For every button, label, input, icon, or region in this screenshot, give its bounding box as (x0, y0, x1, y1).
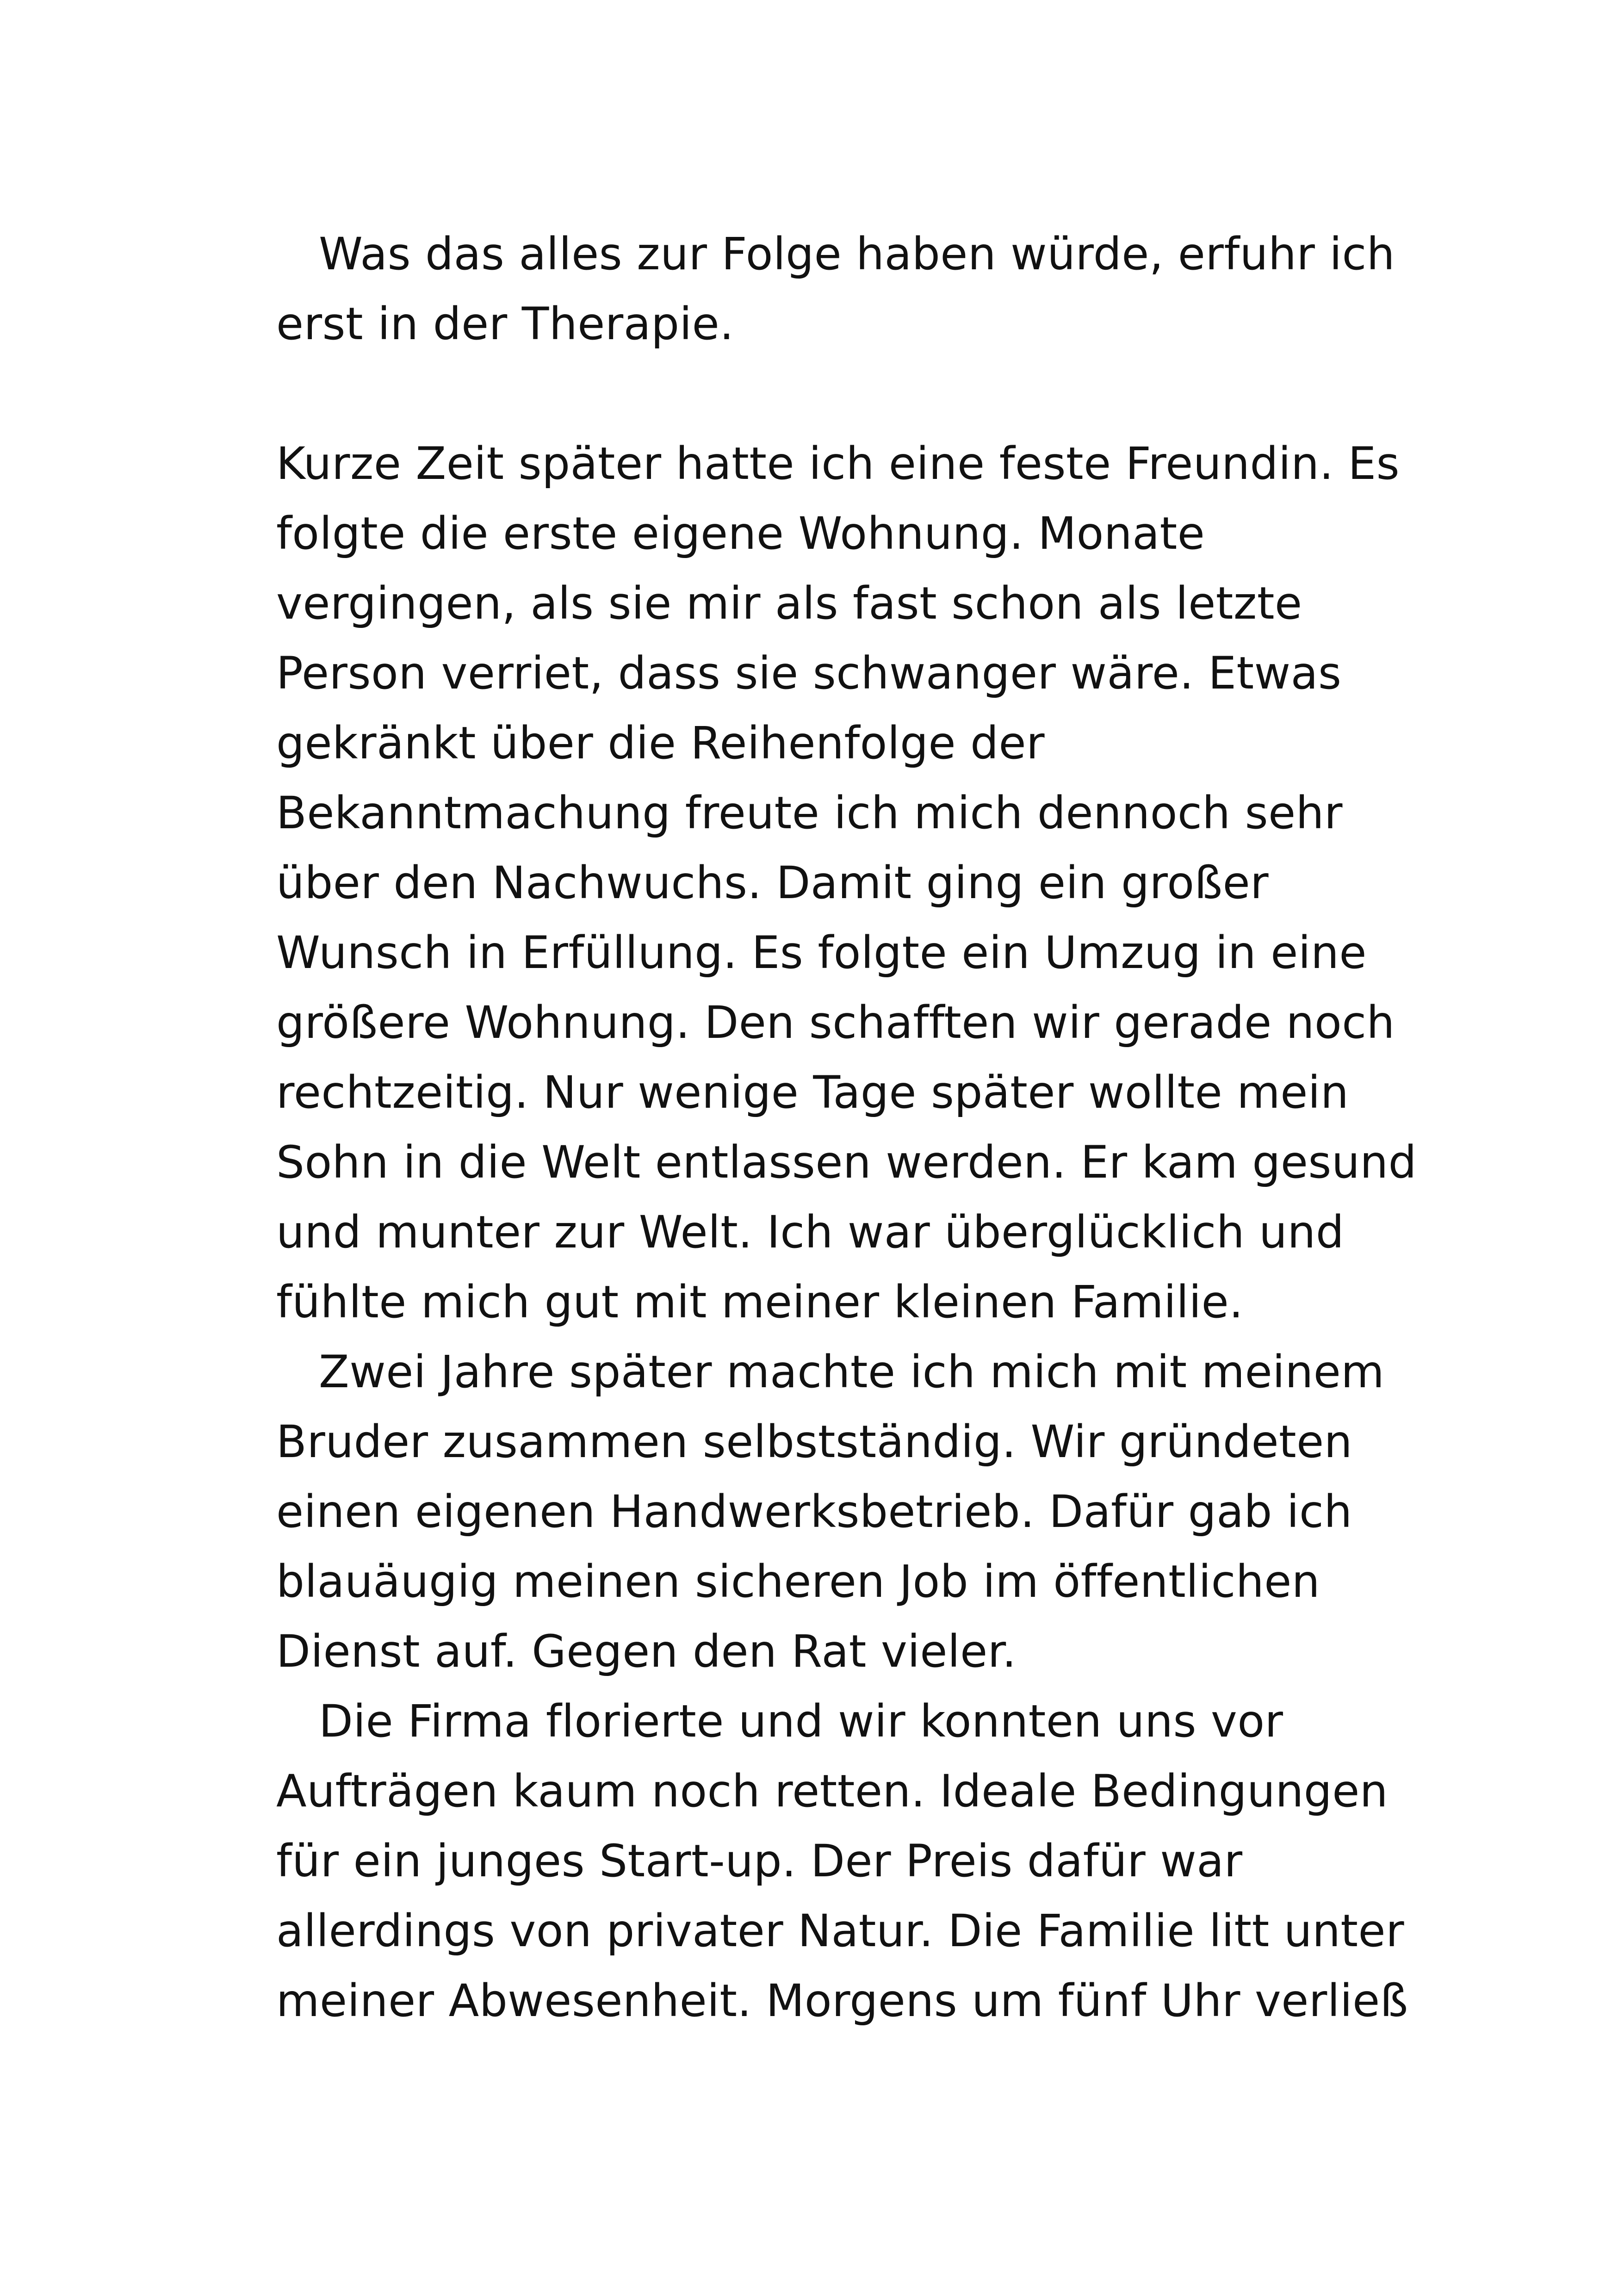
body-text (276, 219, 1417, 2036)
paragraph (276, 219, 1395, 359)
text-line: Was das alles zur Folge haben würde, erfuhr ich (319, 228, 1395, 280)
text-line: folgte die erste eigene Wohnung. Monate (276, 508, 1205, 559)
text-line: fühlte mich gut mit meiner kleinen Familie. (276, 1276, 1244, 1328)
text-line: Zwei Jahre später machte ich mich mit meinem (319, 1346, 1385, 1398)
text-line: erst in der Therapie. (276, 298, 734, 350)
text-line: Aufträgen kaum noch retten. Ideale Bedingungen (276, 1765, 1389, 1817)
text-line: blauäugig meinen sicheren Job im öffentlichen (276, 1556, 1320, 1607)
text-line: Wunsch in Erfüllung. Es folgte ein Umzug in eine (276, 927, 1367, 979)
paragraph (276, 1687, 1408, 2036)
paragraph (276, 1337, 1387, 1687)
text-line: Bruder zusammen selbstständig. Wir gründeten (276, 1416, 1353, 1468)
text-line: Die Firma florierte und wir konnten uns vor (319, 1695, 1283, 1747)
text-line: einen eigenen Handwerksbetrieb. Dafür gab ich (276, 1486, 1352, 1538)
text-line: meiner Abwesenheit. Morgens um fünf Uhr verließ (276, 1975, 1408, 2027)
text-line: Bekanntmachung freute ich mich dennoch sehr (276, 787, 1343, 839)
text-line: für ein junges Start-up. Der Preis dafür war (276, 1835, 1243, 1887)
text-line: vergingen, als sie mir als fast schon als letzte (276, 577, 1302, 629)
paragraph (276, 429, 1417, 1337)
paragraph-spacer (276, 359, 1387, 429)
text-line: rechtzeitig. Nur wenige Tage später wollte mein (276, 1067, 1349, 1118)
text-line: Person verriet, dass sie schwanger wäre. Etwas (276, 647, 1342, 699)
text-line: gekränkt über die Reihenfolge der (276, 717, 1045, 769)
text-line: Kurze Zeit später hatte ich eine feste Freundin. Es (276, 438, 1400, 490)
text-line: größere Wohnung. Den schafften wir gerade noch (276, 997, 1395, 1049)
text-line: und munter zur Welt. Ich war überglücklich und (276, 1206, 1345, 1258)
text-line: allerdings von privater Natur. Die Familie litt unter (276, 1905, 1405, 1957)
text-line: Sohn in die Welt entlassen werden. Er kam gesund (276, 1136, 1417, 1188)
text-line: über den Nachwuchs. Damit ging ein großer (276, 857, 1269, 909)
text-line: Dienst auf. Gegen den Rat vieler. (276, 1626, 1017, 1677)
